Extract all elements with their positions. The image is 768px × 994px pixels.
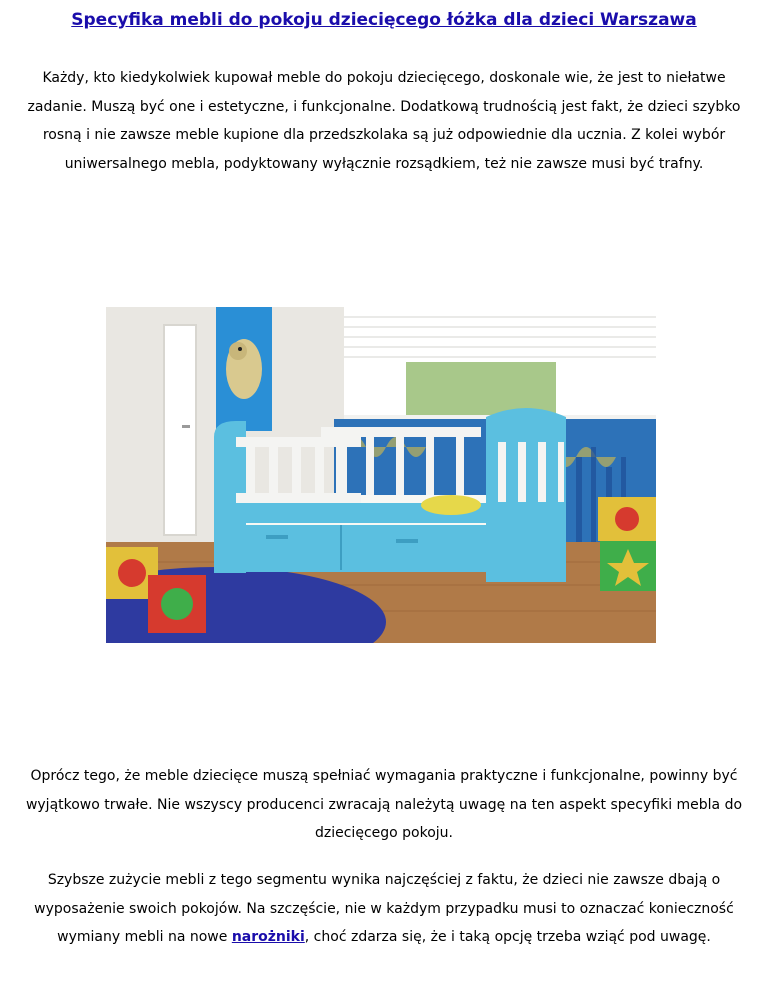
wear-paragraph-text-end: , choć zdarza się, że i taką opcję trzeba wziąć pod uwagę. [304,929,711,945]
bed-photo [106,307,656,643]
intro-paragraph: Każdy, kto kiedykolwiek kupował meble do pokoju dziecięcego, doskonale wie, że jest to niełatwe zadanie. Muszą być one i estetyczne, i funkcjonalne. Dodatkową trudnością jest fakt, że dzieci szybko rosną i nie zawsze meble kupione dla przedszkolaka są już odpowiednie dla ucznia. Z kolei wybór uniwersalnego mebla, podyktowany wyłącznie rozsądkiem, też nie zawsze musi być trafny. [27,70,741,172]
durability-paragraph: Oprócz tego, że meble dziecięce muszą spełniać wymagania praktyczne i funkcjonalne, powinny być wyjątkowo trwałe. Nie wszyscy producenci zwracają należytą uwagę na ten aspekt specyfiki mebla do dziecięcego pokoju. [25,768,743,841]
page-title [0,10,768,30]
title-link[interactable]: Specyfika mebli do pokoju dziecięcego łóżka dla dzieci Warszawa [71,10,697,30]
wear-paragraph [14,866,754,952]
narozniki-link[interactable]: narożniki [231,929,305,945]
wear-paragraph-text-start: Szybsze zużycie mebli z tego segmentu wynika najczęściej z faktu, że dzieci nie zawsze dbają o wyposażenie swoich pokojów. Na szczęście, nie w każdym przypadku musi to oznaczać konieczność wymiany mebli na nowe [34,872,734,945]
